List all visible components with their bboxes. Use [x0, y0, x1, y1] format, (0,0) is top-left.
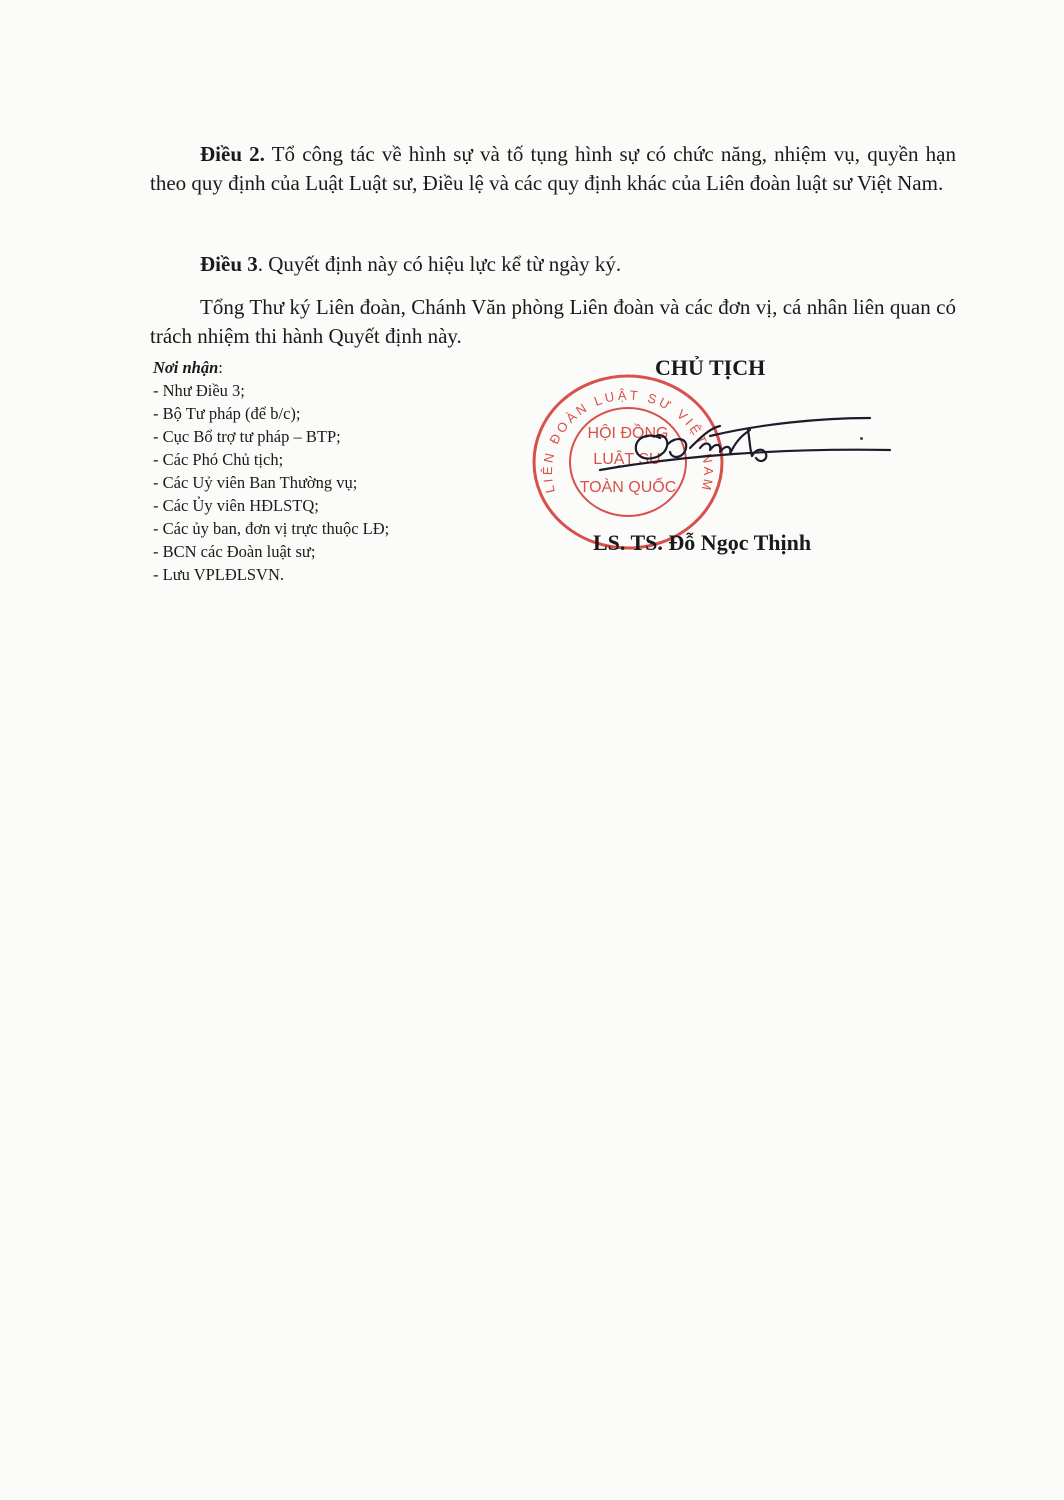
- recipients-list: [153, 379, 473, 586]
- recipient-item: - Cục Bổ trợ tư pháp – BTP;: [153, 427, 341, 446]
- stamp-center-line-3: TOÀN QUỐC: [579, 479, 677, 496]
- article-3-paragraph: [150, 250, 956, 279]
- recipient-item: - Bộ Tư pháp (để b/c);: [153, 404, 301, 423]
- recipient-item: - Các Ủy viên HĐLSTQ;: [153, 496, 319, 515]
- recipients-heading: [153, 356, 473, 379]
- recipient-item: - Các Phó Chủ tịch;: [153, 450, 284, 469]
- signer-name: LS. TS. Đỗ Ngọc Thịnh: [593, 530, 812, 555]
- execution-paragraph: Tổng Thư ký Liên đoàn, Chánh Văn phòng Liên đoàn và các đơn vị, cá nhân liên quan có trách nhiệm thi hành Quyết định này.: [150, 295, 956, 348]
- recipient-item: - Như Điều 3;: [153, 381, 245, 400]
- recipient-item: - Các Uỷ viên Ban Thường vụ;: [153, 473, 358, 492]
- stamp-ring-text: LIÊN ĐOÀN LUẬT SƯ VIỆT NAM: [539, 387, 717, 495]
- recipient-item: - BCN các Đoàn luật sư;: [153, 542, 316, 561]
- recipients-title: Nơi nhận: [153, 358, 219, 377]
- recipient-item: - Các ủy ban, đơn vị trực thuộc LĐ;: [153, 519, 390, 538]
- signature-dot: [860, 437, 863, 440]
- recipient-item: - Lưu VPLĐLSVN.: [153, 565, 285, 584]
- article-2-paragraph: [150, 140, 956, 197]
- article-2-label: Điều 2.: [200, 142, 265, 166]
- recipients-title-colon: :: [218, 358, 223, 377]
- handwritten-signature: [560, 408, 900, 488]
- article-2-text: Tổ công tác về hình sự và tố tụng hình sự có chức năng, nhiệm vụ, quyền hạn theo quy định của Luật Luật sư, Điều lệ và các quy định khác của Liên đoàn luật sư Việt Nam.: [150, 142, 956, 195]
- signer-position: CHỦ TỊCH: [655, 355, 766, 380]
- article-3-text: . Quyết định này có hiệu lực kể từ ngày ký.: [257, 252, 622, 276]
- article-3-label: Điều 3: [200, 252, 258, 276]
- stamp-center-line-1: HỘI ĐỒNG: [587, 425, 669, 442]
- recipients-block: [153, 356, 473, 586]
- stamp-center-line-2: LUẬT SƯ: [593, 451, 663, 468]
